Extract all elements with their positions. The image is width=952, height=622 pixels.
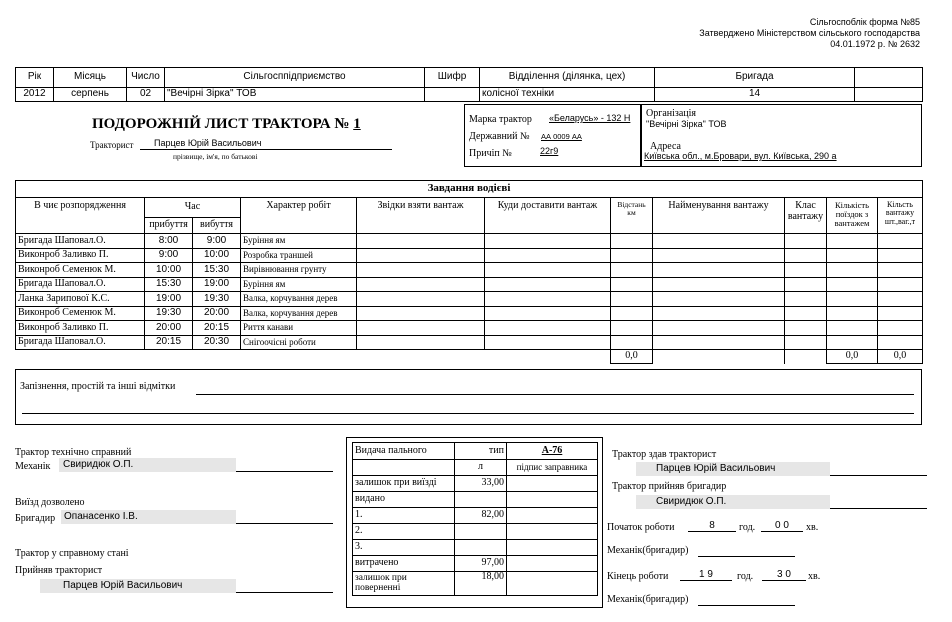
totals-spacer xyxy=(16,350,611,364)
notes-line-2 xyxy=(22,413,914,414)
task-order: Виконроб Заливко П. xyxy=(16,321,145,336)
trailer-label: Причіп № xyxy=(469,148,512,159)
task-trips xyxy=(827,292,878,307)
tech-ok-label: Трактор технічно справний xyxy=(15,447,132,458)
header-brigade: Бригада xyxy=(655,68,855,88)
value-brigade: 14 xyxy=(655,88,855,102)
received-name: Свиридюк О.П. xyxy=(636,495,830,509)
task-work: Валка, корчування дерев xyxy=(241,306,357,321)
task-class xyxy=(785,335,827,350)
task-distance xyxy=(611,277,653,292)
task-class xyxy=(785,321,827,336)
th-time: Час xyxy=(145,198,241,218)
task-distance xyxy=(611,292,653,307)
fuel-row-value xyxy=(455,524,507,540)
th-trips: Кількість поїздок з вантажем xyxy=(827,198,878,234)
task-trips xyxy=(827,306,878,321)
notes-line-1 xyxy=(196,394,914,395)
fuel-table xyxy=(352,442,598,596)
task-class xyxy=(785,306,827,321)
mechanic-name: Свиридюк О.П. xyxy=(59,458,236,472)
task-distance xyxy=(611,306,653,321)
task-class xyxy=(785,277,827,292)
task-cargo xyxy=(653,277,785,292)
header-enterprise: Сільгосппідприємство xyxy=(165,68,425,88)
form-date: 04.01.1972 р. № 2632 xyxy=(830,39,920,49)
task-from xyxy=(357,292,485,307)
task-row xyxy=(16,234,923,249)
title-number: 1 xyxy=(353,116,361,132)
task-arrival: 15:30 xyxy=(145,277,193,292)
mech1-label: Механік(бригадир) xyxy=(607,545,689,556)
fuel-row xyxy=(353,508,598,524)
task-cargo xyxy=(653,292,785,307)
tractorist-caption: прізвище, ім'я, по батькові xyxy=(173,152,258,161)
notes-label: Запізнення, простій та інші відмітки xyxy=(20,381,176,392)
task-work: Риття канави xyxy=(241,321,357,336)
end-label: Кінець роботи xyxy=(607,571,669,582)
start-minutes: 0 0 xyxy=(761,520,803,532)
task-order: Бригада Шаповал.О. xyxy=(16,234,145,249)
task-trips xyxy=(827,335,878,350)
th-cargo: Найменування вантажу xyxy=(653,198,785,234)
tractorist-name: Парцев Юрій Васильович xyxy=(140,139,392,150)
fuel-row-label: 2. xyxy=(353,524,455,540)
fuel-row-value: 33,00 xyxy=(455,476,507,492)
task-from xyxy=(357,234,485,249)
trailer-value: 22г9 xyxy=(540,146,559,156)
form-code: Сільгоспоблік форма №85 xyxy=(809,17,920,27)
fuel-row-sign xyxy=(507,508,598,524)
task-row xyxy=(16,306,923,321)
handed-name: Парцев Юрій Васильович xyxy=(636,462,830,476)
tractor-info-box xyxy=(464,104,641,167)
task-to xyxy=(485,306,611,321)
fuel-unit-spacer xyxy=(353,460,455,476)
task-from xyxy=(357,335,485,350)
addr-value: Київська обл., м.Бровари, вул. Київська, 290 а xyxy=(644,151,837,161)
exit-label: Виїзд дозволено xyxy=(15,497,85,508)
task-row xyxy=(16,277,923,292)
task-work: Валка, корчування дерев xyxy=(241,292,357,307)
fuel-row-sign xyxy=(507,572,598,596)
task-qty xyxy=(878,263,923,278)
fuel-row-label: залишок при виїзді xyxy=(353,476,455,492)
header-year: Рік xyxy=(16,68,54,88)
end-minutes: 3 0 xyxy=(762,569,806,581)
start-hour-word: год. xyxy=(739,522,756,533)
task-from xyxy=(357,306,485,321)
notes-box xyxy=(15,369,922,425)
task-trips xyxy=(827,263,878,278)
org-label: Організація xyxy=(646,108,697,119)
received-label: Трактор прийняв бригадир xyxy=(612,481,727,492)
mech2-label: Механік(бригадир) xyxy=(607,594,689,605)
value-enterprise: "Вечірні Зірка" ТОВ xyxy=(165,88,425,102)
header-code: Шифр xyxy=(425,68,480,88)
value-day: 02 xyxy=(127,88,165,102)
fuel-unit: л xyxy=(455,460,507,476)
task-work: Буріння ям xyxy=(241,277,357,292)
task-departure: 20:00 xyxy=(193,306,241,321)
end-hours: 1 9 xyxy=(680,569,732,581)
th-departure: вибуття xyxy=(193,218,241,234)
header-department: Відділення (ділянка, цех) xyxy=(480,68,655,88)
fuel-row xyxy=(353,476,598,492)
fuel-row-value: 18,00 xyxy=(455,572,507,596)
value-month: серпень xyxy=(54,88,127,102)
task-cargo xyxy=(653,335,785,350)
fuel-row-sign xyxy=(507,556,598,572)
state-label: Державний № xyxy=(469,131,530,142)
accepted-sign-line xyxy=(236,592,333,593)
task-cargo xyxy=(653,263,785,278)
th-distance: Відстань км xyxy=(611,198,653,234)
task-departure: 19:00 xyxy=(193,277,241,292)
task-from xyxy=(357,263,485,278)
fuel-row-value: 97,00 xyxy=(455,556,507,572)
task-to xyxy=(485,248,611,263)
task-arrival: 10:00 xyxy=(145,263,193,278)
value-empty xyxy=(855,88,923,102)
task-cargo xyxy=(653,234,785,249)
task-row xyxy=(16,263,923,278)
task-qty xyxy=(878,321,923,336)
header-empty xyxy=(855,68,923,88)
task-distance xyxy=(611,335,653,350)
task-row xyxy=(16,292,923,307)
task-cargo xyxy=(653,306,785,321)
fuel-row-sign xyxy=(507,540,598,556)
task-work: Розробка траншей xyxy=(241,248,357,263)
handed-label: Трактор здав тракторист xyxy=(612,449,717,460)
task-to xyxy=(485,335,611,350)
fuel-row xyxy=(353,556,598,572)
end-min-word: хв. xyxy=(808,571,821,582)
task-trips xyxy=(827,277,878,292)
task-class xyxy=(785,234,827,249)
mech1-sign-line xyxy=(698,556,795,557)
start-min-word: хв. xyxy=(806,522,819,533)
fuel-row xyxy=(353,524,598,540)
task-qty xyxy=(878,335,923,350)
th-class: Клас вантажу xyxy=(785,198,827,234)
fuel-sign-label: підпис заправника xyxy=(507,460,598,476)
value-code xyxy=(425,88,480,102)
tasks-table xyxy=(15,180,923,364)
header-day: Число xyxy=(127,68,165,88)
task-work: Вирівнювання грунту xyxy=(241,263,357,278)
task-to xyxy=(485,234,611,249)
received-sign-line xyxy=(830,508,927,509)
task-class xyxy=(785,248,827,263)
task-work: Буріння ям xyxy=(241,234,357,249)
task-order: Виконроб Заливко П. xyxy=(16,248,145,263)
task-distance xyxy=(611,234,653,249)
fuel-row-value xyxy=(455,492,507,508)
task-distance xyxy=(611,263,653,278)
total-distance: 0,0 xyxy=(611,350,653,364)
task-work: Снігоочісні роботи xyxy=(241,335,357,350)
task-trips xyxy=(827,234,878,249)
task-departure: 20:30 xyxy=(193,335,241,350)
task-order: Виконроб Семенюк М. xyxy=(16,306,145,321)
task-arrival: 20:00 xyxy=(145,321,193,336)
totals-spacer-cargo xyxy=(653,350,785,364)
start-label: Початок роботи xyxy=(607,522,675,533)
fuel-row xyxy=(353,492,598,508)
th-arrival: прибуття xyxy=(145,218,193,234)
brigadier-name: Опанасенко І.В. xyxy=(61,510,236,524)
task-distance xyxy=(611,248,653,263)
fuel-row-label: витрачено xyxy=(353,556,455,572)
fuel-row xyxy=(353,540,598,556)
brigadier-label: Бригадир xyxy=(15,513,56,524)
tractorist-label: Тракторист xyxy=(90,140,134,150)
fuel-row-label: видано xyxy=(353,492,455,508)
task-departure: 9:00 xyxy=(193,234,241,249)
fuel-row-value xyxy=(455,540,507,556)
task-departure: 19:30 xyxy=(193,292,241,307)
th-from: Звідки взяти вантаж xyxy=(357,198,485,234)
fuel-type-label: тип xyxy=(455,443,507,460)
fuel-row-value: 82,00 xyxy=(455,508,507,524)
task-qty xyxy=(878,277,923,292)
accepted-name: Парцев Юрій Васильович xyxy=(40,579,236,593)
page-title xyxy=(92,116,361,133)
value-year: 2012 xyxy=(16,88,54,102)
fuel-row-sign xyxy=(507,524,598,540)
fuel-row xyxy=(353,572,598,596)
handed-sign-line xyxy=(830,475,927,476)
value-department: колісної техніки xyxy=(480,88,655,102)
task-class xyxy=(785,292,827,307)
fuel-type: А-76 xyxy=(507,443,598,460)
task-departure: 20:15 xyxy=(193,321,241,336)
task-qty xyxy=(878,292,923,307)
th-order: В чиє розпорядження xyxy=(16,198,145,234)
task-arrival: 8:00 xyxy=(145,234,193,249)
task-cargo xyxy=(653,248,785,263)
org-value: "Вечірні Зірка" ТОВ xyxy=(646,119,727,129)
totals-spacer-class xyxy=(785,350,827,364)
task-from xyxy=(357,248,485,263)
task-qty xyxy=(878,234,923,249)
th-work: Характер робіт xyxy=(241,198,357,234)
top-table xyxy=(15,67,923,102)
org-info-box xyxy=(641,104,922,167)
task-order: Ланка Зарипової К.С. xyxy=(16,292,145,307)
start-hours: 8 xyxy=(688,520,736,532)
task-arrival: 19:30 xyxy=(145,306,193,321)
mechanic-sign-line xyxy=(236,471,333,472)
task-row xyxy=(16,248,923,263)
addr-label: Адреса xyxy=(650,141,681,152)
th-qty: Кільсть вантажу шт.,ваг.,т xyxy=(878,198,923,234)
mech2-sign-line xyxy=(698,605,795,606)
form-approval: Затверджено Міністерством сільського господарства xyxy=(699,28,920,38)
task-to xyxy=(485,277,611,292)
task-qty xyxy=(878,248,923,263)
task-order: Бригада Шаповал.О. xyxy=(16,335,145,350)
task-to xyxy=(485,321,611,336)
state-value: АА 0009 АА xyxy=(541,132,582,141)
fuel-title: Видача пального xyxy=(353,443,455,460)
task-arrival: 9:00 xyxy=(145,248,193,263)
tasks-title: Завдання водієві xyxy=(16,181,923,198)
task-cargo xyxy=(653,321,785,336)
mechanic-label: Механік xyxy=(15,461,51,472)
task-row xyxy=(16,335,923,350)
task-to xyxy=(485,263,611,278)
task-trips xyxy=(827,321,878,336)
header-month: Місяць xyxy=(54,68,127,88)
form-header xyxy=(699,17,920,50)
fuel-row-label: 3. xyxy=(353,540,455,556)
brand-label: Марка трактор xyxy=(469,114,532,125)
title-text: ПОДОРОЖНІЙ ЛИСТ ТРАКТОРА xyxy=(92,116,331,132)
task-row xyxy=(16,321,923,336)
fuel-row-sign xyxy=(507,476,598,492)
brand-value: «Беларусь» - 132 Н xyxy=(549,113,631,123)
task-distance xyxy=(611,321,653,336)
accepted-label-1: Трактор у справному стані xyxy=(15,548,129,559)
task-order: Бригада Шаповал.О. xyxy=(16,277,145,292)
task-from xyxy=(357,321,485,336)
fuel-row-label: 1. xyxy=(353,508,455,524)
brigadier-sign-line xyxy=(236,523,333,524)
accepted-label-2: Прийняв тракторист xyxy=(15,565,103,576)
total-trips: 0,0 xyxy=(827,350,878,364)
task-departure: 15:30 xyxy=(193,263,241,278)
task-trips xyxy=(827,248,878,263)
fuel-row-sign xyxy=(507,492,598,508)
fuel-row-label: залишок при поверненні xyxy=(353,572,455,596)
task-from xyxy=(357,277,485,292)
th-to: Куди доставити вантаж xyxy=(485,198,611,234)
end-hour-word: год. xyxy=(737,571,754,582)
total-qty: 0,0 xyxy=(878,350,923,364)
title-no: № xyxy=(334,116,350,132)
task-arrival: 20:15 xyxy=(145,335,193,350)
task-departure: 10:00 xyxy=(193,248,241,263)
task-to xyxy=(485,292,611,307)
task-qty xyxy=(878,306,923,321)
task-arrival: 19:00 xyxy=(145,292,193,307)
task-class xyxy=(785,263,827,278)
task-order: Виконроб Семенюк М. xyxy=(16,263,145,278)
